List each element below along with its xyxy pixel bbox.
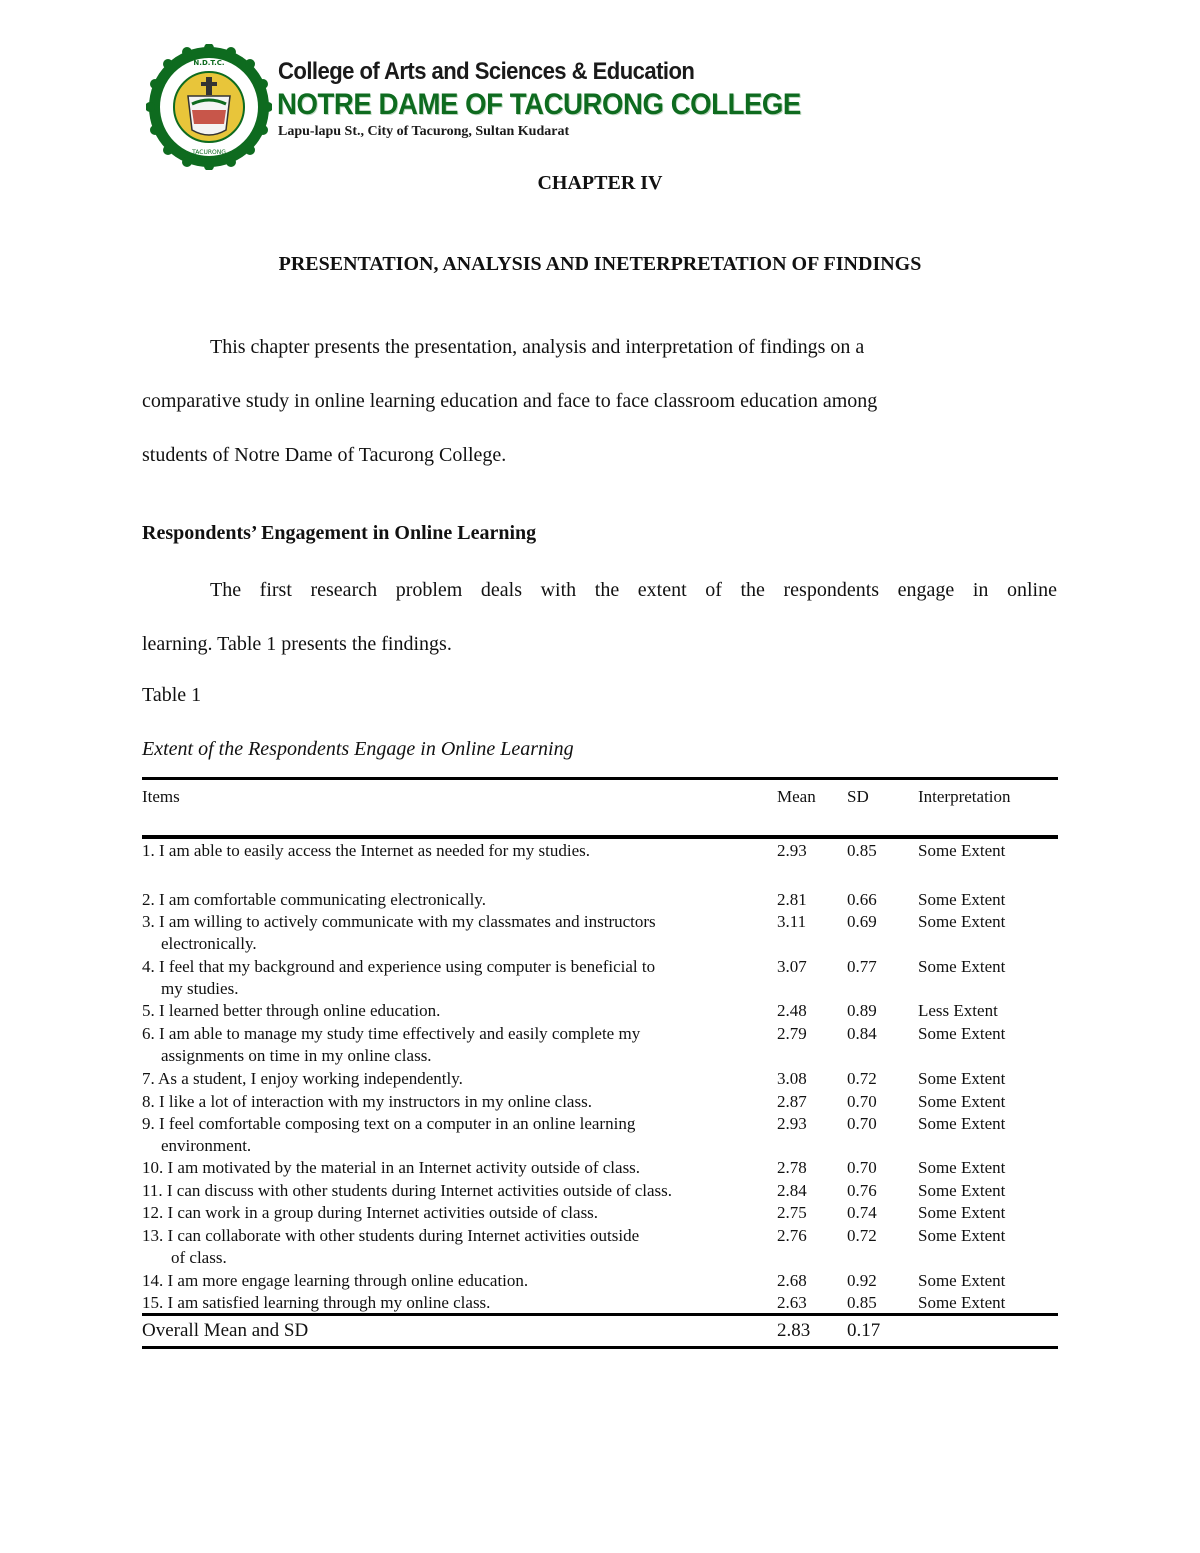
row-mean: 2.63: [777, 1293, 807, 1312]
item-text: 7. As a student, I enjoy working independently.: [142, 1069, 463, 1088]
row-sd: 0.72: [847, 1226, 877, 1245]
item-text: 5. I learned better through online education.: [142, 1001, 441, 1020]
item-text: 12. I can work in a group during Internet activities outside of class.: [142, 1203, 599, 1222]
item-text: 14. I am more engage learning through online education.: [142, 1271, 529, 1290]
row-interpretation: Some Extent: [918, 1158, 1006, 1177]
item-text: 13. I can collaborate with other students during Internet activities outside: [142, 1226, 640, 1245]
header-mean: Mean: [777, 787, 816, 806]
table-row-item: [142, 1157, 767, 1179]
table-row-item: [142, 1225, 767, 1269]
row-sd: 0.77: [847, 957, 877, 976]
table-bottom-rule: [142, 1346, 1058, 1349]
problem-paragraph: [142, 563, 1057, 671]
row-sd: 0.84: [847, 1024, 877, 1043]
row-interpretation: Some Extent: [918, 1181, 1006, 1200]
row-sd: 0.89: [847, 1001, 877, 1020]
row-interpretation: Some Extent: [918, 890, 1006, 909]
college-seal-logo: [146, 44, 272, 170]
row-interpretation: Some Extent: [918, 841, 1006, 860]
item-text: 4. I feel that my background and experience using computer is beneficial to: [142, 957, 656, 976]
header-sd: SD: [847, 787, 869, 806]
row-sd: 0.70: [847, 1092, 877, 1111]
row-mean: 2.68: [777, 1271, 807, 1290]
row-sd: 0.92: [847, 1271, 877, 1290]
footer-sd: 0.17: [847, 1320, 881, 1341]
item-text-continued: environment.: [161, 1136, 252, 1155]
table-row-item: [142, 889, 767, 911]
row-sd: 0.85: [847, 841, 877, 860]
row-sd: 0.70: [847, 1114, 877, 1133]
row-sd: 0.85: [847, 1293, 877, 1312]
row-sd: 0.66: [847, 890, 877, 909]
row-mean: 2.87: [777, 1092, 807, 1111]
table-row-item: [142, 1091, 767, 1113]
table-row-item: [142, 1113, 767, 1157]
row-interpretation: Some Extent: [918, 1293, 1006, 1312]
table-row-item: [142, 840, 767, 862]
item-text: 3. I am willing to actively communicate with my classmates and instructors: [142, 912, 656, 931]
item-text-continued: of class.: [171, 1248, 227, 1267]
problem-line-1: The first research problem deals with the extent of the respondents engage in online: [210, 579, 1057, 601]
school-name: NOTRE DAME OF TACURONG COLLEGE: [277, 88, 801, 121]
row-mean: 2.93: [777, 841, 807, 860]
table-row-item: [142, 1023, 767, 1067]
row-interpretation: Some Extent: [918, 1024, 1006, 1043]
table-row-item: [142, 911, 767, 955]
section-heading: Respondents’ Engagement in Online Learning: [142, 522, 537, 544]
table-top-rule: [142, 777, 1058, 780]
row-sd: 0.70: [847, 1158, 877, 1177]
item-text: 1. I am able to easily access the Internet as needed for my studies.: [142, 841, 590, 860]
table-row-item: [142, 1068, 767, 1090]
table-row-item: [142, 1000, 767, 1022]
row-mean: 2.84: [777, 1181, 807, 1200]
item-text: 6. I am able to manage my study time effectively and easily complete my: [142, 1024, 641, 1043]
chapter-title: CHAPTER IV: [537, 172, 663, 194]
row-mean: 2.81: [777, 890, 807, 909]
row-interpretation: Some Extent: [918, 1114, 1006, 1133]
footer-label: Overall Mean and SD: [142, 1320, 309, 1341]
row-mean: 2.48: [777, 1001, 807, 1020]
item-text: 9. I feel comfortable composing text on a computer in an online learning: [142, 1114, 636, 1133]
intro-paragraph: [142, 320, 1057, 482]
problem-line-2: learning. Table 1 presents the findings.: [142, 633, 452, 655]
college-name: College of Arts and Sciences & Education: [278, 58, 695, 85]
row-mean: 2.78: [777, 1158, 807, 1177]
footer-mean: 2.83: [777, 1320, 811, 1341]
row-mean: 2.76: [777, 1226, 807, 1245]
row-mean: 2.79: [777, 1024, 807, 1043]
item-text: 11. I can discuss with other students during Internet activities outside of class.: [142, 1181, 673, 1200]
item-text-continued: assignments on time in my online class.: [161, 1046, 432, 1065]
item-text: 10. I am motivated by the material in an Internet activity outside of class.: [142, 1158, 641, 1177]
row-mean: 3.11: [777, 912, 807, 931]
table-row-item: [142, 1292, 767, 1314]
row-interpretation: Some Extent: [918, 957, 1006, 976]
header-items: Items: [142, 787, 180, 806]
table-caption: Extent of the Respondents Engage in Online Learning: [142, 738, 574, 760]
svg-text:TACURONG: TACURONG: [192, 149, 226, 156]
row-mean: 2.75: [777, 1203, 807, 1222]
intro-line-2: comparative study in online learning education and face to face classroom education among: [142, 390, 878, 412]
row-sd: 0.72: [847, 1069, 877, 1088]
row-mean: 3.08: [777, 1069, 807, 1088]
row-interpretation: Some Extent: [918, 1069, 1006, 1088]
item-text-continued: electronically.: [161, 934, 257, 953]
row-interpretation: Some Extent: [918, 1226, 1006, 1245]
item-text-continued: my studies.: [161, 979, 239, 998]
row-sd: 0.69: [847, 912, 877, 931]
item-text: 2. I am comfortable communicating electronically.: [142, 890, 486, 909]
row-interpretation: Some Extent: [918, 1271, 1006, 1290]
intro-line-3: students of Notre Dame of Tacurong College.: [142, 444, 507, 466]
intro-line-1: This chapter presents the presentation, analysis and interpretation of findings on a: [210, 336, 865, 358]
svg-text:N.D.T.C.: N.D.T.C.: [193, 59, 225, 67]
row-interpretation: Some Extent: [918, 912, 1006, 931]
table-row-item: [142, 1180, 767, 1202]
document-title: PRESENTATION, ANALYSIS AND INETERPRETATION OF FINDINGS: [278, 253, 922, 275]
item-text: 8. I like a lot of interaction with my instructors in my online class.: [142, 1092, 592, 1111]
header-interpretation: Interpretation: [918, 787, 1011, 806]
item-text: 15. I am satisfied learning through my online class.: [142, 1293, 491, 1312]
row-interpretation: Less Extent: [918, 1001, 998, 1020]
row-sd: 0.76: [847, 1181, 877, 1200]
table-row-item: [142, 1202, 767, 1224]
row-interpretation: Some Extent: [918, 1203, 1006, 1222]
table-row-item: [142, 1270, 767, 1292]
row-interpretation: Some Extent: [918, 1092, 1006, 1111]
row-mean: 3.07: [777, 957, 807, 976]
table-footer-rule: [142, 1313, 1058, 1316]
row-mean: 2.93: [777, 1114, 807, 1133]
row-sd: 0.74: [847, 1203, 877, 1222]
table-label: Table 1: [142, 684, 202, 706]
table-header-rule: [142, 835, 1058, 839]
school-address: Lapu-lapu St., City of Tacurong, Sultan Kudarat: [278, 124, 570, 139]
table-row-item: [142, 956, 767, 1000]
